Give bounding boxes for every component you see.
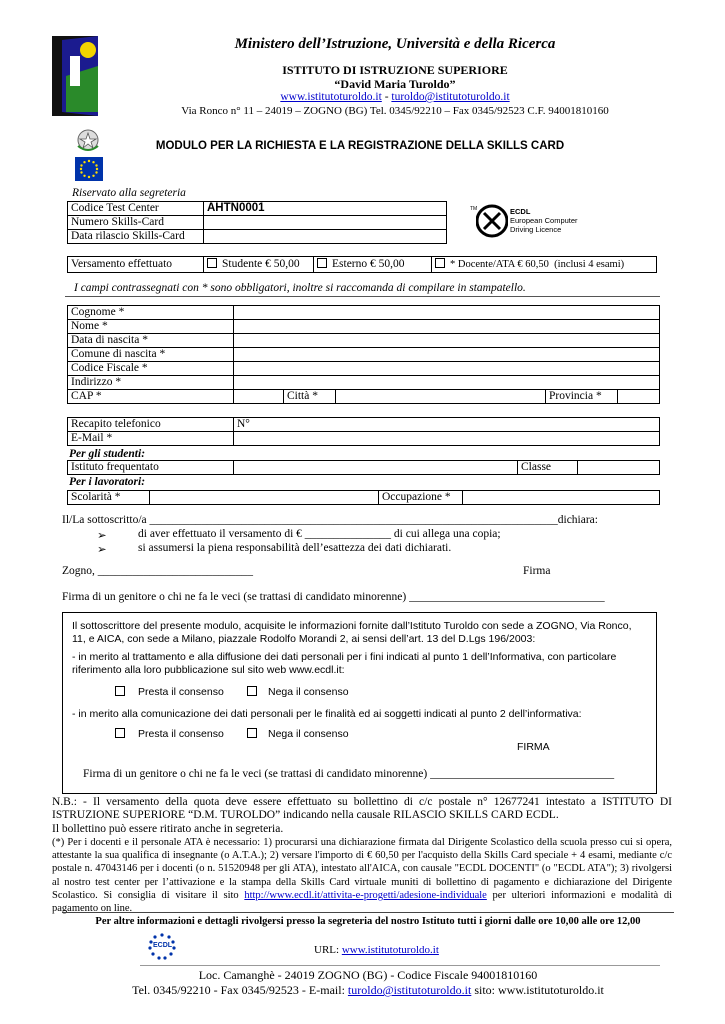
- table-row: [68, 202, 447, 216]
- city-field[interactable]: [336, 390, 546, 404]
- email-label: E-Mail *: [68, 432, 234, 446]
- students-heading: Per gli studenti:: [69, 448, 146, 460]
- ecdl-logo: TM ECDL European Computer Driving Licence: [470, 203, 610, 243]
- mandatory-note: I campi contrassegnati con * sono obbligatori, inoltre si raccomanda di compilare in stampatello.: [74, 282, 526, 294]
- test-center-code: AHTN0001: [204, 202, 447, 216]
- declaration-bullet-2: si assumersi la piena responsabilità dell’esattezza dei dati dichiarati.: [138, 542, 452, 554]
- school-logo: [52, 36, 102, 118]
- skills-card-number-field[interactable]: [204, 216, 447, 230]
- payment-option-student[interactable]: Studente € 50,00: [204, 257, 314, 273]
- deny-option-1[interactable]: Nega il consenso: [247, 686, 349, 698]
- email-link[interactable]: turoldo@istitutoturoldo.it: [391, 91, 510, 103]
- class-label: Classe: [518, 461, 578, 475]
- place-date-line[interactable]: Zogno, ___________________________: [62, 565, 254, 577]
- nome-field[interactable]: [234, 320, 660, 334]
- occupation-label: Occupazione *: [379, 491, 463, 505]
- province-label: Provincia *: [546, 390, 618, 404]
- privacy-point-2: - in merito alla comunicazione dei dati personali per le finalità ed ai soggetti indicati al punto 2 dell’informativa:: [72, 708, 582, 720]
- footer-contacts: Tel. 0345/92210 - Fax 0345/92523 - E-mail: turoldo@istitutoturoldo.it sito: www.istitutoturoldo.it: [132, 983, 604, 997]
- table-row: [68, 390, 660, 404]
- republic-emblem-icon: [75, 128, 101, 152]
- birth-date-label: Data di nascita *: [68, 334, 234, 348]
- contacts-table: [67, 417, 660, 446]
- birth-date-field[interactable]: [234, 334, 660, 348]
- footer-address: Loc. Camanghè - 24019 ZOGNO (BG) - Codice Fiscale 94001810160: [198, 968, 538, 982]
- declaration-bullet-1: di aver effettuato il versamento di € _______________ di cui allega una copia;: [138, 528, 501, 540]
- consent-option-2[interactable]: Presta il consenso: [115, 728, 224, 740]
- table-row: [68, 432, 660, 446]
- checkbox[interactable]: [115, 728, 125, 738]
- table-row: [68, 230, 447, 244]
- footer-url-link[interactable]: www.istitutoturoldo.it: [341, 944, 439, 956]
- reserved-table: [67, 201, 447, 244]
- deny-option-2[interactable]: Nega il consenso: [247, 728, 349, 740]
- checkbox[interactable]: [115, 686, 125, 696]
- phone-field[interactable]: N°: [234, 418, 660, 432]
- guardian-signature-line[interactable]: Firma di un genitore o chi ne fa le veci (se trattasi di candidato minorenne) __________________________________: [62, 591, 605, 603]
- payment-option-external[interactable]: Esterno € 50,00: [314, 257, 432, 273]
- institute-label: ISTITUTO DI ISTRUZIONE SUPERIORE: [282, 63, 508, 77]
- header-address: Via Ronco n° 11 – 24019 – ZOGNO (BG) Tel. 0345/92210 – Fax 0345/92523 C.F. 94001810160: [181, 105, 609, 117]
- eu-flag-icon: [75, 157, 103, 181]
- birth-place-label: Comune di nascita *: [68, 348, 234, 362]
- birth-place-field[interactable]: [234, 348, 660, 362]
- reserved-label: Numero Skills-Card: [68, 216, 204, 230]
- form-title: MODULO PER LA RICHIESTA E LA REGISTRAZIONE DELLA SKILLS CARD: [155, 140, 565, 152]
- table-row: [68, 418, 660, 432]
- footer-url: URL: www.istitutoturoldo.it: [314, 944, 439, 956]
- email-field[interactable]: [234, 432, 660, 446]
- declaration-line: Il/La sottoscritto/a _______________________________________________________________________dichiara:: [62, 514, 598, 526]
- table-row: [68, 362, 660, 376]
- table-row: [68, 461, 660, 475]
- cap-label: CAP *: [68, 390, 234, 404]
- reserved-label: Codice Test Center: [68, 202, 204, 216]
- nome-label: Nome *: [68, 320, 234, 334]
- cognome-label: Cognome *: [68, 306, 234, 320]
- cap-field[interactable]: [234, 390, 284, 404]
- table-row: [68, 306, 660, 320]
- reserved-caption: Riservato alla segreteria: [72, 187, 186, 199]
- payment-option-teacher[interactable]: * Docente/ATA € 60,50 (inclusi 4 esami): [432, 257, 657, 273]
- consent-option-1[interactable]: Presta il consenso: [115, 686, 224, 698]
- checkbox[interactable]: [435, 258, 445, 268]
- table-row: [68, 491, 660, 505]
- education-field[interactable]: [150, 491, 379, 505]
- privacy-signature-label: FIRMA: [517, 741, 550, 753]
- ecdl-eu-badge-icon: ECDL: [140, 932, 184, 962]
- checkbox[interactable]: [247, 686, 257, 696]
- occupation-field[interactable]: [463, 491, 660, 505]
- tax-code-label: Codice Fiscale *: [68, 362, 234, 376]
- institute-name: “David Maria Turoldo”: [334, 77, 456, 91]
- website-link[interactable]: www.istitutoturoldo.it: [280, 91, 382, 103]
- footer-info: Per altre informazioni e dettagli rivolgersi presso la segreteria del nostro Istituto tutti i giorni dalle ore 10,00 alle ore 12,00: [95, 916, 641, 927]
- nb-note: N.B.: - Il versamento della quota deve essere effettuato su bollettino di c/c postale n° 12677241 intestato a ISTITUTO DI ISTRUZIONE SUPERIORE “D.M. TUROLDO” indicando nella causale RILASCIO SKILLS CARD ECDL.: [52, 796, 672, 821]
- privacy-guardian-line[interactable]: Firma di un genitore o chi ne fa le veci (se trattasi di candidato minorenne) ________________________________: [83, 768, 615, 780]
- header-links: www.istitutoturoldo.it - turoldo@istitutoturoldo.it: [280, 91, 510, 103]
- school-field[interactable]: [234, 461, 518, 475]
- reserved-label: Data rilascio Skills-Card: [68, 230, 204, 244]
- workers-table: [67, 490, 660, 505]
- signature-label: Firma: [523, 565, 551, 577]
- workers-heading: Per i lavoratori:: [69, 476, 146, 488]
- ecdl-info-link[interactable]: http://www.ecdl.it/attivita-e-progetti/adesione-individuale: [244, 889, 487, 901]
- skills-card-date-field[interactable]: [204, 230, 447, 244]
- ecdl-mark-icon: [476, 203, 508, 239]
- teacher-ata-note: (*) Per i docenti e il personale ATA è necessario: 1) procurarsi una dichiarazione firmata dal Dirigente Scolastico della scuola presso cui si opera, attestante la sua qualifica di insegnante (o A.T.A.); 2) versare l'importo di € 60,50 per l'acquisto della Skills Card speciale + 4 esami, mediante c/c postale n. 47043146 per i docenti (o n. 51520948 per gli ATA), intestato all'AICA, con causale "ECDL DOCENTI" (o "ECDL ATA"); 3) rivolgersi al nostro test center per l’attivazione e la stampa della Skills Card virtuale muniti di bollettino di pagamento e dichiarazione del Dirigente Scolastico. Si consiglia di visitare il sito http://www.ecdl.it/attivita-e-progetti/adesione-individuale per ulteriori informazioni e modalità di pagamento on line.: [52, 837, 672, 915]
- payment-table: [67, 256, 657, 273]
- privacy-point-1: - in merito al trattamento e alla diffusione dei dati personali per i fini indicati al punto 1 dell’Informativa, con particolare riferimento alla loro pubblicazione sul sito web www.ecdl.it:: [72, 651, 617, 676]
- table-row: [68, 320, 660, 334]
- checkbox[interactable]: [317, 258, 327, 268]
- cognome-field[interactable]: [234, 306, 660, 320]
- table-row: [68, 216, 447, 230]
- bullet-arrow-icon: ➢: [97, 544, 107, 556]
- checkbox[interactable]: [207, 258, 217, 268]
- ministry-title: Ministero dell’Istruzione, Università e della Ricerca: [234, 36, 556, 52]
- tax-code-field[interactable]: [234, 362, 660, 376]
- payment-label: Versamento effettuato: [68, 257, 204, 273]
- city-label: Città *: [284, 390, 336, 404]
- footer-email-link[interactable]: turoldo@istitutoturoldo.it: [347, 983, 472, 997]
- class-field[interactable]: [578, 461, 660, 475]
- bullet-arrow-icon: ➢: [97, 530, 107, 542]
- students-table: [67, 460, 660, 475]
- table-row: [68, 348, 660, 362]
- privacy-intro: Il sottoscrittore del presente modulo, acquisite le informazioni fornite dall’Istituto Turoldo con sede a ZOGNO, Via Ronco, 11, e AICA, con sede a Milano, piazzale Rodolfo Morandi 2, ai sensi dell’art. 13 del D.Lgs 196/2003:: [72, 620, 632, 645]
- address-field[interactable]: [234, 376, 660, 390]
- education-label: Scolarità *: [68, 491, 150, 505]
- phone-label: Recapito telefonico: [68, 418, 234, 432]
- checkbox[interactable]: [247, 728, 257, 738]
- province-field[interactable]: [618, 390, 660, 404]
- bollettino-note: Il bollettino può essere ritirato anche in segreteria.: [52, 823, 284, 835]
- table-row: [68, 334, 660, 348]
- school-label: Istituto frequentato: [68, 461, 234, 475]
- table-row: [68, 376, 660, 390]
- address-label: Indirizzo *: [68, 376, 234, 390]
- personal-data-table: [67, 305, 660, 404]
